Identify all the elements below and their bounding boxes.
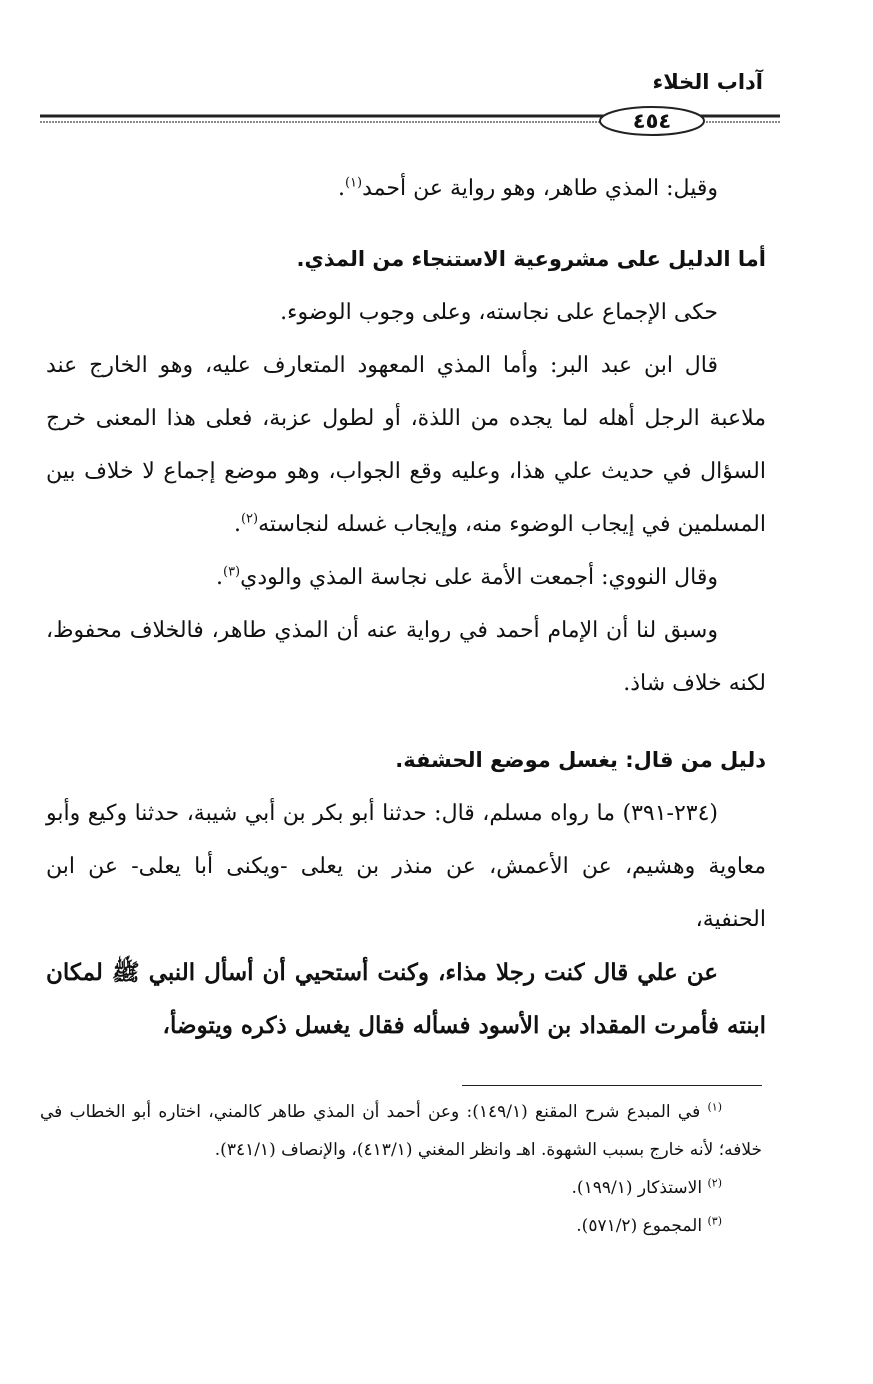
- main-text: [46, 162, 766, 215]
- footnote-ref-1: (١): [344, 175, 363, 191]
- page-number: ٤٥٤: [632, 109, 672, 133]
- footnote-separator: [462, 1085, 762, 1086]
- paragraph-4: وقال النووي: أجمعت الأمة على نجاسة المذي والودي$^{(٣)}$.: [215, 564, 718, 590]
- section-1: [46, 233, 766, 710]
- footnote-ref-2: (٢): [240, 511, 259, 527]
- footnote-2: $^{(٢)}$ الاستذكار (١٩٩/١).: [571, 1176, 722, 1198]
- footnote-1: $^{(١)}$ في المبدع شرح المقنع (١٤٩/١): وعن أحمد أن المذي طاهر كالمني، اختاره أبو الخطاب في خلافه؛ لأنه خارج بسبب الشهوة. اهـ وانظر المغني (٤١٣/١)، والإنصاف (٣٤١/١).: [40, 1100, 762, 1160]
- paragraph-1: وقيل: المذي طاهر، وهو رواية عن أحمد$^{(١)}$.: [337, 175, 718, 201]
- footnote-3: $^{(٣)}$ المجموع (٥٧١/٢).: [576, 1214, 722, 1236]
- footnotes: [40, 1093, 762, 1245]
- footnote-ref-3: (٣): [222, 564, 241, 580]
- hadith-text: عن علي قال كنت رجلا مذاء، وكنت أستحيي أن أسأل النبي ﷺ لمكان ابنته فأمرت المقداد بن الأسود فسأله فقال يغسل ذكره ويتوضأ،: [46, 959, 766, 1039]
- paragraph-2: حكى الإجماع على نجاسته، وعلى وجوب الوضوء.: [280, 300, 718, 325]
- running-header-title: آداب الخلاء: [652, 70, 763, 94]
- hadith-chain: (٢٣٤-٣٩١) ما رواه مسلم، قال: حدثنا أبو بكر بن أبي شيبة، حدثنا وكيع وأبو معاوية وهشيم، عن الأعمش، عن منذر بن يعلى -ويكنى أبا يعلى- عن ابن الحنفية،: [46, 801, 766, 932]
- paragraph-3: قال ابن عبد البر: وأما المذي المعهود المتعارف عليه، وهو الخارج عند ملاعبة الرجل أهله لما يجده من اللذة، أو لطول عزبة، فعلى هذا المعنى خرج السؤال في حديث علي هذا، وعليه وقع الجواب، وهو موضع إجماع لا خلاف بين المسلمين في إيجاب الوضوء منه، وإيجاب غسله لنجاسته$^{(٢)}$.: [46, 353, 766, 537]
- section-2: [46, 734, 766, 1052]
- section-heading-1: أما الدليل على مشروعية الاستنجاء من المذي.: [296, 247, 766, 271]
- section-heading-2: دليل من قال: يغسل موضع الحشفة.: [395, 748, 766, 772]
- paragraph-5: وسبق لنا أن الإمام أحمد في رواية عنه أن المذي طاهر، فالخلاف محفوظ، لكنه خلاف شاذ.: [46, 618, 766, 696]
